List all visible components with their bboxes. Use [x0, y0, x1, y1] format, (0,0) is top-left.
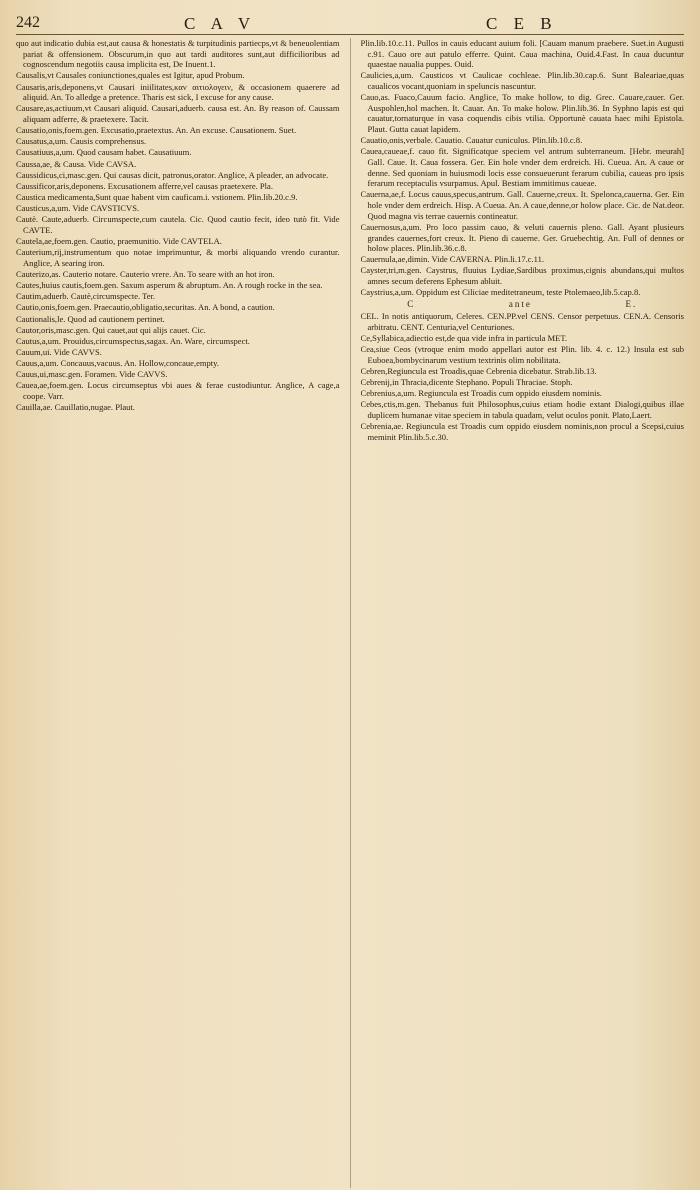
dictionary-entry: Cauilla,ae. Cauillatio,nugae. Plaut.: [16, 402, 135, 413]
page-number: 242: [16, 14, 40, 31]
dictionary-entry: Causatiuus,a,um. Quod causam habet. Causatiuum.: [16, 147, 192, 158]
dictionary-entry: Cea,siue Ceos (vtroque enim modo appellari autor est Plin. lib. 4. c. 12.) Insula est sub Euboea,bombycinarum vestium textrinis olim nobilitata.: [360, 344, 684, 365]
dictionary-entry: Cautionalis,le. Quod ad cautionem pertinet.: [16, 313, 165, 324]
section-heading-c-ante-e: [361, 299, 685, 310]
dictionary-entry: Cauterium,rij,instrumentum quo notae imprimuntur, & morbi aliquando vrendo curantur. Anglice, A searing iron.: [16, 247, 340, 268]
dictionary-entry: Caulicies,a,um. Causticos vt Caulicae cochleae. Plin.lib.30.cap.6. Sunt Baleariae,quas caualicos vocant,quoniam in speluncis nascuntur.: [360, 70, 684, 92]
dictionary-entry: Cebren,Regiuncula est Troadis,quae Cebrenia dicebatur. Strab.lib.13.: [360, 365, 597, 376]
dictionary-entry: Cauterizo,as. Cauterio notare. Cauterio vrere. An. To seare with an hot iron.: [16, 268, 275, 279]
dictionary-entry: quo aut indicatio dubia est,aut causa & honestatis & turpitudinis partiecps,vt & beneuolentiam pariat & offensionem. Obscurum,in quo aut tardi auditores sunt,aut difficilioribus ad cognoscendum negotiis causa implicita est, De Inuent.1.: [16, 38, 340, 70]
section-heading-part: E.: [625, 298, 638, 309]
dictionary-entry: Caussificor,aris,deponens. Excusationem afferre,vel causas praetexere. Pla.: [16, 180, 273, 191]
dictionary-entry: Cauea,caueae,f. cauo fit. Significatque speciem vel antrum subterraneum. [Hebr. meurah] Gall. Caue. It. Caua fossera. Ger. Ein hole vnder dem erdreich. Hi. Cueua. An. A caue or denne. Sed quoniam in huiusmodi locis esse consueuerunt ferarum cubilia, caueas pro ipsis ferarum receptaculis vsurpamus. Apul. Bestiam immitimus caueae.: [360, 146, 684, 189]
dictionary-entry: Caussidicus,ci,masc.gen. Qui causas dicit, patronus,orator. Anglice, A pleader, an advocate.: [16, 169, 329, 180]
dictionary-entry: Cautor,oris,masc.gen. Qui cauet,aut qui alijs cauet. Cic.: [16, 324, 206, 335]
dictionary-entry: Cautes,huius cautis,foem.gen. Saxum asperum & abruptum. An. A rough rocke in the sea.: [16, 280, 323, 291]
dictionary-entry: Causticus,a,um. Vide CAVSTICVS.: [16, 203, 140, 214]
dictionary-entry: Cauea,ae,foem.gen. Locus circumseptus vbi aues & ferae custodiuntur. Anglice, A cage,a coope. Varr.: [16, 380, 340, 401]
text-columns: [16, 38, 684, 1188]
dictionary-entry: Cauernula,ae,dimin. Vide CAVERNA. Plin.li.17.c.11.: [360, 254, 545, 265]
dictionary-entry: Cauernosus,a,um. Pro loco passim cauo, & veluti cauernis pleno. Gall. Ayant plusieurs grandes cauernes,fort creux. It. Pieno di cauerne. Ger. Gruebechtig. An. Full of dennes or holow places. Plin.lib.36.c.8.: [360, 221, 684, 254]
dictionary-entry: CEL. In notis antiquorum, Celeres. CEN.PP.vel CENS. Censor perpetuus. CEN.A. Censoris arbitratu. CENT. Centuria,vel Centuriones.: [360, 311, 684, 332]
dictionary-entry: Causatio,onis,foem.gen. Excusatio,praetextus. An. An excuse. Causationem. Suet.: [16, 125, 297, 136]
dictionary-entry: Cautela,ae,foem.gen. Cautio, praemunitio. Vide CAVTELA.: [16, 236, 222, 247]
dictionary-entry: Plin.lib.10.c.11. Pullos in cauis educant auium foli. [Cauam manum praebere. Suet.in Augusti c.91. Cauo ore aut patulo efferre. Quint. Caua machina, Ouid.4.Fast. In caua ducuntur quaestae naualia puppes. Ouid.: [360, 38, 684, 70]
column-divider: [350, 38, 351, 1188]
dictionary-entry: Cautim,aduerb. Cautè,circumspecte. Ter.: [16, 291, 156, 302]
dictionary-entry: Cebes,ctis,m.gen. Thebanus fuit Philosophus,cuius etiam hodie extant Dialogi,quibus illae duplicem humanae vitae speciem in tabula quadam, velut oculos ponit. Plato,Laert.: [360, 399, 684, 420]
dictionary-entry: Ce,Syllabica,adiectio est,de qua vide infra in particula MET.: [360, 332, 568, 343]
dictionary-entry: Causatus,a,um. Causis comprehensus.: [16, 136, 147, 147]
left-column: [16, 38, 340, 1188]
dictionary-entry: Causaris,aris,deponens,vt Causari iniilitates,καν αιτιολογειν, & occasionem quaerere ad aliquid. An. To alledge a pretence. Tharis est sick, I excuse for any cause.: [16, 81, 340, 103]
dictionary-entry: Cebrenij,in Thracia,dicente Stephano. Populi Thraciae. Stoph.: [360, 376, 573, 387]
section-heading-part: ante: [508, 298, 532, 309]
dictionary-entry: Causalis,vt Causales coniunctiones,quales est Igitur, apud Probum.: [16, 70, 245, 81]
dictionary-entry: Cautus,a,um. Prouidus,circumspectus,sagax. An. Ware, circumspect.: [16, 335, 250, 346]
dictionary-entry: Caussa,ae, & Causa. Vide CAVSA.: [16, 158, 137, 169]
dictionary-entry: Cebrenia,ae. Regiuncula est Troadis cum oppido eiusdem nominis,non procul a Scepsi,cuius meminit Plin.lib.5.c.30.: [360, 420, 684, 442]
left-running-head: C A V: [184, 14, 257, 33]
page-header: [16, 14, 684, 35]
dictionary-entry: Cayster,tri,m.gen. Caystrus, fluuius Lydiae,Sardibus proximus,cignis abundans,qui multos amnes secum deferens Ephesum abluit.: [360, 265, 684, 287]
dictionary-entry: Causare,as,actiuum,vt Causari aliquid. Causari,aduerb. causa est. An. By reason of. Caussam aliquam adferre, & praetexere. Tacit.: [16, 103, 340, 124]
dictionary-entry: Cautè. Caute,aduerb. Circumspecte,cum cautela. Cic. Quod cautio fecit, ideo tutò fit. Vide CAVTE.: [16, 214, 340, 235]
dictionary-entry: Cebrenius,a,um. Regiuncula est Troadis cum oppido eiusdem nominis.: [360, 388, 602, 399]
dictionary-entry: Caustica medicamenta,Sunt quae habent vim cauficam.i. vstionem. Plin.lib.20.c.9.: [16, 191, 298, 202]
right-running-head: C E B: [486, 14, 558, 33]
dictionary-entry: Cauus,ui,masc.gen. Foramen. Vide CAVVS.: [16, 369, 168, 380]
dictionary-entry: Cauum,ui. Vide CAVVS.: [16, 346, 102, 357]
dictionary-entry: Cauerna,ae,f. Locus cauus,specus,antrum. Gall. Cauerne,creux. It. Spelonca,cauerna. Ger. Ein hole vnder dem erdreich. Hisp. A Cueua. An. A caue,denne,or holow place. Cic. de Nat.deor. Quod magna vis terrae cauernis contineatur.: [360, 189, 684, 221]
dictionary-entry: Cauus,a,um. Concauus,vacuus. An. Hollow,concaue,empty.: [16, 358, 220, 369]
right-column: [361, 38, 685, 1188]
section-heading-part: C: [407, 298, 416, 309]
dictionary-entry: Caystrius,a,um. Oppidum est Ciliciae meditetraneum, teste Ptolemaeo,lib.5.cap.8.: [360, 287, 641, 298]
dictionary-entry: Cautio,onis,foem.gen. Praecautio,obligatio,securitas. An. A bond, a caution.: [16, 302, 275, 313]
dictionary-entry: Cauo,as. Fuaco,Cauum facio. Anglice, To make hollow, to dig. Grec. Cauare,cauer. Ger. Auspohlen,hol machen. It. Cauar. An. To make holow. Plin.lib.36. In Syphno lapis est qui cauatur,tornaturque in vasa coquendis cibis vtilia. Opportunè cauata haec mihi Epistola. Plaut. Gutta cauat lapidem.: [360, 92, 684, 135]
dictionary-entry: Cauatio,onis,verbale. Cauatio. Cauatur cuniculus. Plin.lib.10.c.8.: [360, 135, 583, 146]
